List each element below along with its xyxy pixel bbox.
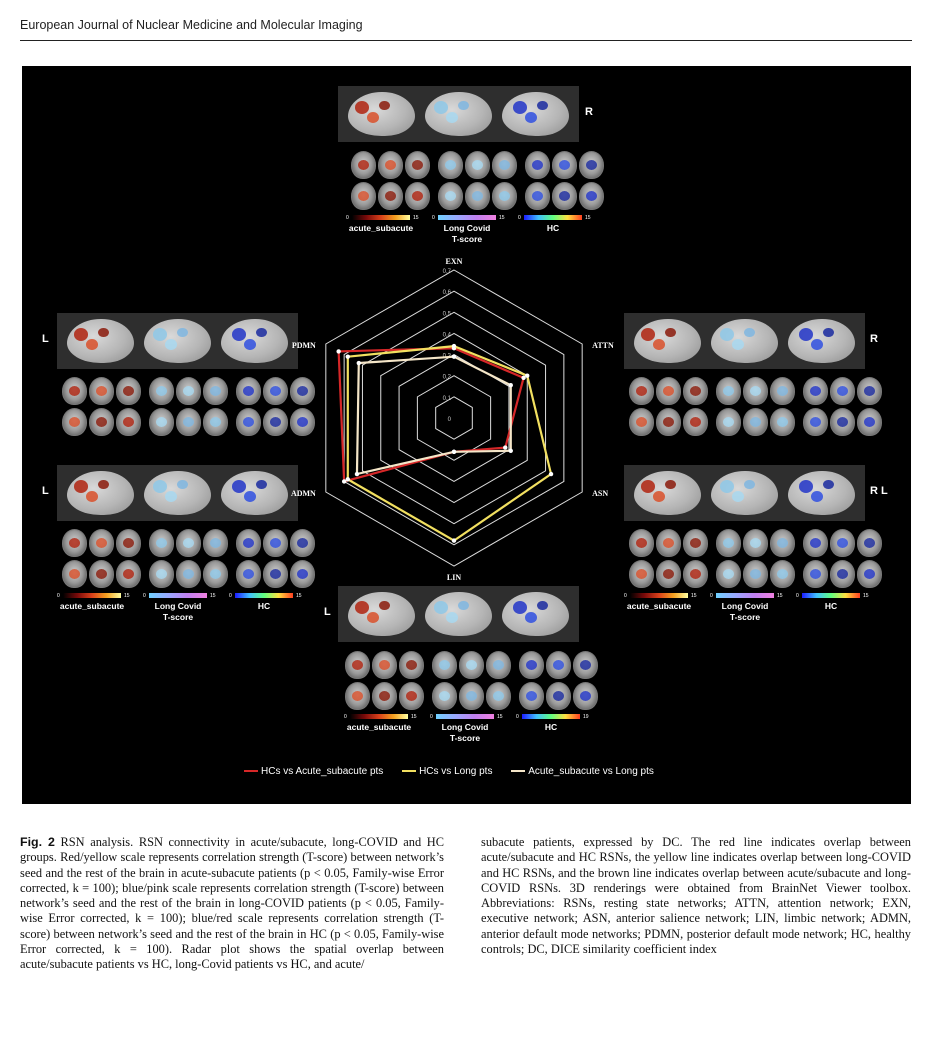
radar-axis-label: ASN [592,489,609,498]
radar-tick-label: 0,7 [442,269,451,275]
colorbar-min: 0 [516,714,519,720]
radar-axis-label: EXN [445,257,463,266]
colorbar-max: 15 [413,215,419,221]
radar-axis-label: ADMN [290,489,316,498]
colorbar-label: acute_subacute [59,601,125,611]
colorbar-label: acute_subacute [626,601,692,611]
colorbar-max: 15 [777,593,783,599]
colorbar-min: 0 [344,714,347,720]
colorbar-max: 15 [585,215,591,221]
radar-series-line [357,357,511,474]
colorbar-min: 0 [624,593,627,599]
radar-grid-ring [326,270,582,566]
radar-data-point [336,349,340,353]
radar-tick-label: 0,5 [442,311,451,318]
hemisphere-label: L [324,606,331,618]
legend-item-yellow [402,766,500,777]
hemisphere-label: R [585,106,593,118]
radar-data-point [452,354,456,358]
colorbar-label: acute_subacute [348,223,414,233]
colorbar-label: Long Covid [721,601,769,611]
legend-label-red: HCs vs Acute_subacute pts [261,766,384,777]
colorbar-label: HC [824,601,838,611]
radar-data-point [503,445,507,449]
hemisphere-label: L [42,485,49,497]
legend-item-red [244,766,391,777]
radar-axis-label: ATTN [592,341,614,350]
colorbar-label: Long Covid [154,601,202,611]
radar-grid-ring [436,397,473,439]
colorbar-min: 0 [710,593,713,599]
colorbar-max: 19 [583,714,589,720]
radar-data-point [509,449,513,453]
figure-label: Fig. 2 [20,835,55,849]
caption-column-1 [20,835,444,973]
colorbar-label: Long Covid [441,722,489,732]
caption-column-2 [481,835,911,957]
colorbar-label: T-score [451,234,483,244]
radar-chart [22,66,911,804]
radar-tick-label: 0,1 [442,395,451,402]
colorbar-min: 0 [518,215,521,221]
radar-grid-ring [417,376,490,461]
colorbar-label: HC [544,722,558,732]
legend-label-yellow: HCs vs Long pts [419,766,493,777]
radar-data-point [452,538,456,542]
colorbar-min: 0 [143,593,146,599]
colorbar-max: 15 [497,714,503,720]
legend-label-brown: Acute_subacute vs Long pts [528,766,654,777]
radar-data-point [525,374,529,378]
hemisphere-label: L [42,333,49,345]
radar-data-point [355,472,359,476]
legend-item-brown [511,766,662,777]
radar-data-point [346,354,350,358]
hemisphere-label: R [870,333,878,345]
colorbar-max: 15 [210,593,216,599]
colorbar-max: 15 [124,593,130,599]
colorbar-max: 15 [863,593,869,599]
colorbar-max: 15 [499,215,505,221]
radar-axis-label: PDMN [291,341,316,350]
radar-data-point [452,344,456,348]
journal-title: European Journal of Nuclear Medicine and Molecular Imaging [20,18,363,32]
radar-legend [244,766,670,777]
colorbar-min: 0 [432,215,435,221]
radar-data-point [357,361,361,365]
colorbar-min: 0 [796,593,799,599]
colorbar-label: HC [257,601,271,611]
radar-tick-label: 0,2 [442,374,451,381]
colorbar-min: 0 [229,593,232,599]
colorbar-max: 15 [296,593,302,599]
radar-data-point [346,477,350,481]
colorbar-max: 15 [691,593,697,599]
radar-tick-label: 0,6 [442,290,451,297]
colorbar-label: T-score [729,612,761,622]
colorbar-label: HC [546,223,560,233]
colorbar-min: 0 [430,714,433,720]
header-rule [20,40,912,41]
radar-tick-label: 0,4 [442,332,451,339]
colorbar-min: 0 [346,215,349,221]
colorbar-min: 0 [57,593,60,599]
radar-grid-ring [344,291,564,545]
colorbar-label: T-score [162,612,194,622]
radar-data-point [509,383,513,387]
radar-axis-label: LIN [446,573,462,582]
radar-data-point [452,450,456,454]
colorbar-label: Long Covid [443,223,491,233]
radar-tick-label: 0,3 [442,353,451,360]
colorbar-max: 15 [411,714,417,720]
caption-text-1: RSN analysis. RSN connectivity in acute/subacute, long-COVID and HC groups. Red/yellow scale represents correlation strength (T-score) between network’s seed and the rest of the brain in acute-subacute patients (p < 0.05, Family-wise Error corrected, k = 100); blue/pink scale represents correlation strength (T-score) between network’s seed and the rest of the brain in long-COVID patients (p < 0.05, Family-wise Error corrected, k = 100); blue/red scale represents correlation strength (T-score) between network’s seed and the rest of the brain in HC (p < 0.05, Family-wise Error corrected, k = 100). Radar plot shows the spatial overlap between acute/subacute patients vs HC, long-Covid patients vs HC, and acute/ [20,835,445,972]
radar-data-point [549,472,553,476]
caption-text-2: subacute patients, expressed by DC. The red line indicates overlap between acute/subacute and HC RSNs, the yellow line indicates overlap between long-COVID and HC RSNs, and the brown line indicates overlap between acute/subacute and long-COVID RSNs. 3D renderings were obtained from BrainNet Viewer toolbox. Abbreviations: RSNs, resting state networks; ATTN, attention network; EXN, executive network; ASN, anterior salience network; LIN, limbic network; ADMN, anterior default mode networks; PDMN, posterior default mode network; HC, healthy controls; DC, DICE similarity coefficient index [481,835,911,957]
figure-panel [22,66,911,804]
radar-tick-label: 0 [447,417,451,423]
colorbar-label: acute_subacute [346,722,412,732]
colorbar-label: T-score [449,733,481,743]
hemisphere-label: R L [870,485,888,497]
